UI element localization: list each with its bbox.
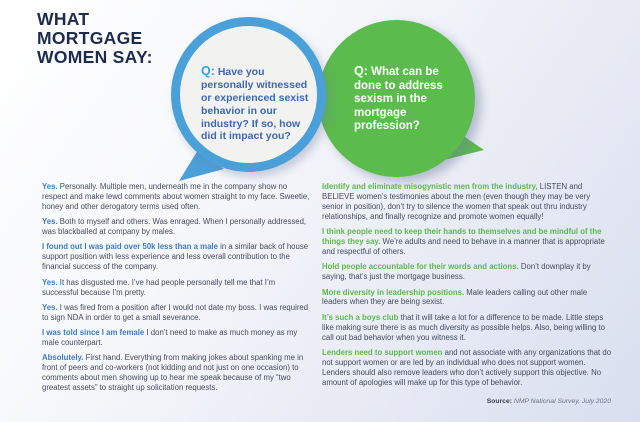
question-1-body: Have you personally witnessed or experienced sexist behavior in our industry? If so, how did it impact you? [201,66,309,143]
testimonial [322,262,613,282]
title-line-2: MORTGAGE [37,28,143,49]
testimonial-rest: and not associate with any organizations that do not support women or are led by an individual who does not support women. Lenders should also remove leaders who don’t actively support this objective. No amount of apologies will make up for this type of behavior. [322,347,612,387]
testimonial-lead: Identify and eliminate misogynistic men from the industry, [322,182,538,191]
answers-column-right [322,182,613,393]
testimonial [322,348,613,388]
q-prefix-blue: Q: [201,64,215,78]
source-note [487,398,611,405]
testimonial-lead: More diversity in leadership positions. [322,287,465,297]
testimonial-lead: Hold people accountable for their words and actions. [322,262,519,272]
answers-column-left [42,182,313,399]
testimonial-rest: Personally. Multiple men, underneath me in the company show no respect and make lewd comments about women straight to my face. Sweetie, honey and other derogatory terms used often. [42,182,310,211]
testimonial-rest: Don’t downplay it by saying, that’s just the mortgage business. [322,262,591,282]
testimonial-rest: Male leaders calling out other male leaders when they are being sexist. [322,287,588,307]
testimonial [322,313,613,343]
question-bubble-blue [171,17,326,172]
testimonial [42,278,313,298]
testimonial [42,242,313,272]
testimonial [42,353,313,393]
testimonial [42,328,313,348]
testimonial-rest: I was fired from a position after I would not date my boss. I was required to sign NDA in order to get a small severance. [42,302,309,322]
source-label: Source: [486,398,513,405]
testimonial-rest: First hand. Everything from making jokes about spanking me in front of peers and co-workers (not kidding and not just on one occasion) to comments about men showing up to hear me speak because of my “two greatest assets” to straight up solicitation requests. [42,353,304,393]
testimonial [322,288,613,308]
testimonial [42,303,313,323]
testimonial-rest: in a similar back of house support position with less experience and less overall contribution to the financial success of the company. [42,242,309,272]
source-text: NMP National Survey, July 2020 [512,398,611,405]
testimonial [42,182,313,212]
testimonial-lead: I think people need to keep their hands to themselves and be mindful of the things they say. [322,227,602,246]
testimonial [322,182,613,222]
testimonial-lead: Yes. [42,277,58,287]
testimonial-rest: LISTEN and BELIEVE women’s testimonies about the men (even though they may be very senior in position), don’t try to silence the women that speak out thru industry relationships, and finally recognize and promote women equally! [322,182,591,221]
testimonial-rest: Both to myself and others. Was enraged. When I personally addressed, was blackballed at company by males. [42,217,307,237]
question-2-text [354,64,457,134]
q-prefix-green: Q: [354,64,368,78]
question-1-text [201,64,317,143]
page-title [37,10,153,67]
testimonial-lead: Absolutely. [42,353,84,363]
testimonial-lead: I was told since I am female [42,328,145,338]
testimonial-lead: It’s such a boys club [322,312,399,322]
testimonial-rest: I don’t need to make as much money as my male counterpart. [42,328,298,348]
testimonial-lead: Yes. [42,182,58,191]
testimonial-rest: We’re adults and need to behave in a manner that is appropriate and respectful of others. [322,236,605,256]
testimonial-lead: Yes. [42,302,58,312]
testimonial-lead: I found out I was paid over 50k less than a male [42,242,218,252]
title-line-3: WOMEN SAY: [37,47,153,68]
testimonial-lead: Lenders need to support women [322,347,443,357]
testimonial [322,227,613,257]
question-2-body: What can be done to address sexism in the mortgage profession? [354,66,443,133]
title-line-1: WHAT [37,9,90,29]
testimonial-rest: that it will take a lot for a difference to be made. Little steps like making sure there is as much diversity as possible helps. Also, being willing to call out bad behavior when you witness it. [322,312,605,342]
testimonial-rest: It has disgusted me. I’ve had people personally tell me that I’m successful because I’m pretty. [42,277,276,297]
question-bubble-green [318,20,475,177]
testimonial-lead: Yes. [42,217,58,227]
testimonial [42,217,313,237]
